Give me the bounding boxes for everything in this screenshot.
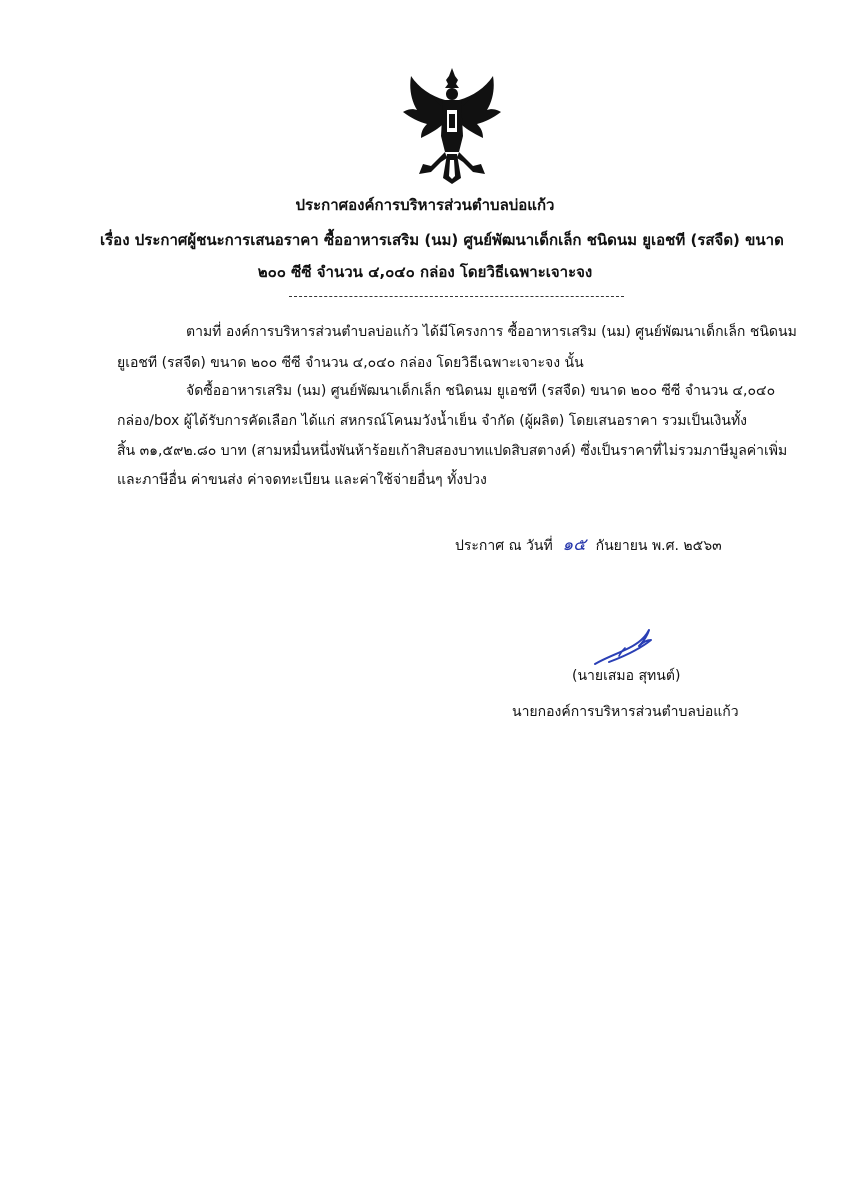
heading-divider xyxy=(289,296,624,297)
date-month-year: กันยายน พ.ศ. ๒๕๖๓ xyxy=(595,538,722,554)
date-prefix: ประกาศ ณ วันที่ xyxy=(455,538,553,554)
issuer-heading: ประกาศองค์การบริหารส่วนตำบลบ่อแก้ว xyxy=(295,196,555,214)
signature-icon xyxy=(589,624,653,668)
body-paragraph-2-line-2: กล่อง/box ผู้ได้รับการคัดเลือก ได้แก่ สหกรณ์โคนมวังน้ำเย็น จำกัด (ผู้ผลิต) โดยเสนอราคา รวมเป็นเงินทั้ง xyxy=(117,413,748,429)
garuda-emblem-icon xyxy=(401,66,503,186)
body-paragraph-1-line-2: ยูเอชที (รสจืด) ขนาด ๒๐๐ ซีซี จำนวน ๔,๐๔๐ กล่อง โดยวิธีเฉพาะเจาะจง นั้น xyxy=(117,355,584,371)
body-paragraph-1-line-1: ตามที่ องค์การบริหารส่วนตำบลบ่อแก้ว ได้มีโครงการ ซื้ออาหารเสริม (นม) ศูนย์พัฒนาเด็กเล็ก ชนิดนม xyxy=(186,324,797,340)
signatory-title: นายกองค์การบริหารส่วนตำบลบ่อแก้ว xyxy=(512,704,739,720)
body-paragraph-2-line-1: จัดซื้ออาหารเสริม (นม) ศูนย์พัฒนาเด็กเล็ก ชนิดนม ยูเอชที (รสจืด) ขนาด ๒๐๐ ซีซี จำนวน ๔,๐๔๐ xyxy=(186,383,776,399)
body-paragraph-2-line-3: สิ้น ๓๑,๕๙๒.๘๐ บาท (สามหมื่นหนึ่งพันห้าร้อยเก้าสิบสองบาทแปดสิบสตางค์) ซึ่งเป็นราคาที่ไม่รวมภาษีมูลค่าเพิ่ม xyxy=(117,443,788,459)
date-day-handwritten: ๑๕ xyxy=(562,535,586,555)
announcement-date xyxy=(455,535,722,556)
body-paragraph-2-line-4: และภาษีอื่น ค่าขนส่ง ค่าจดทะเบียน และค่าใช้จ่ายอื่นๆ ทั้งปวง xyxy=(117,472,487,488)
subject-heading: เรื่อง ประกาศผู้ชนะการเสนอราคา ซื้ออาหารเสริม (นม) ศูนย์พัฒนาเด็กเล็ก ชนิดนม ยูเอชที (รสจืด) ขนาด xyxy=(100,231,784,249)
signatory-name: (นายเสมอ สุทนต์) xyxy=(572,668,681,684)
subject-heading-continued: ๒๐๐ ซีซี จำนวน ๔,๐๔๐ กล่อง โดยวิธีเฉพาะเจาะจง xyxy=(257,263,593,281)
